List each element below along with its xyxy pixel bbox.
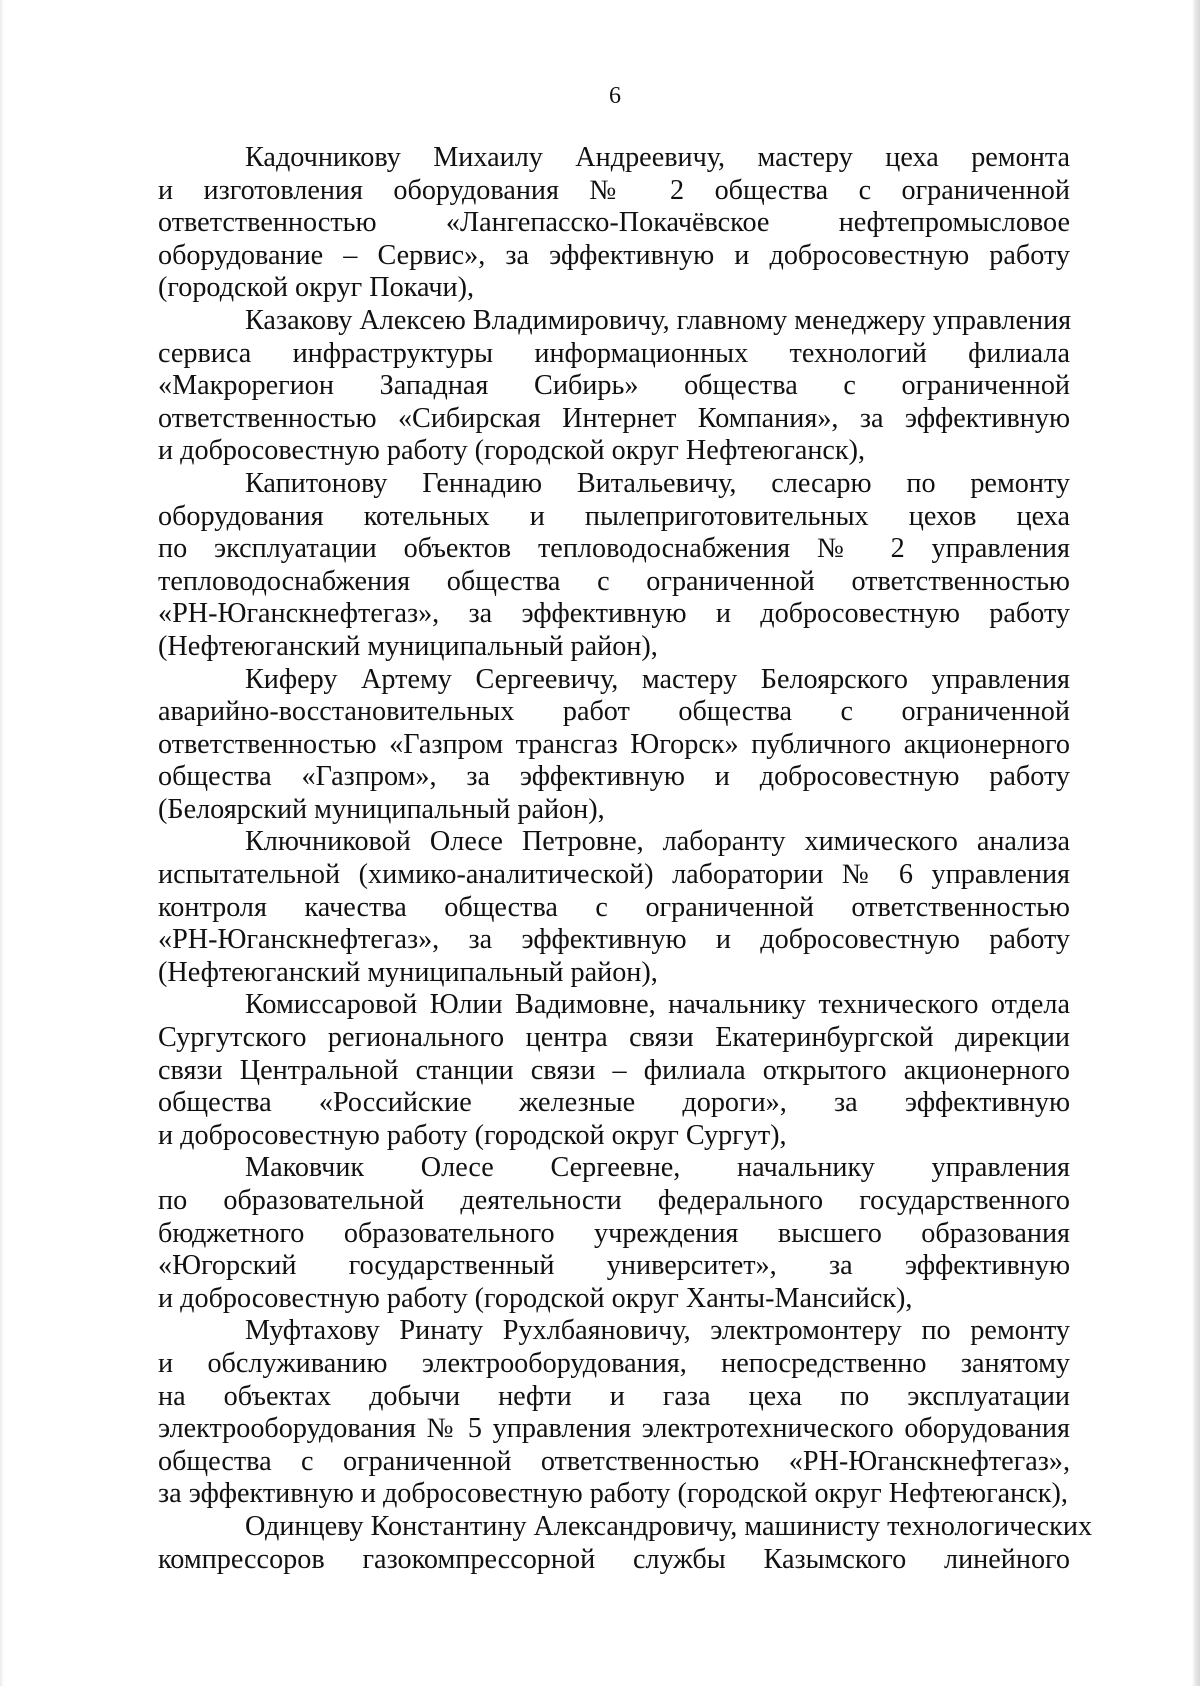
text-line: оборудование – Сервис», за эффективную и добросовестную работу <box>158 239 1070 271</box>
text-line: за эффективную и добросовестную работу (городской округ Нефтеюганск), <box>158 1478 1068 1510</box>
text-line: общества «Газпром», за эффективную и добросовестную работу <box>158 761 1070 793</box>
text-line: Одинцеву Константину Александровичу, машинисту технологических <box>245 1510 1093 1542</box>
text-line: «РН-Юганскнефтегаз», за эффективную и добросовестную работу <box>158 924 1070 956</box>
text-line: контроля качества общества с ограниченной ответственностью <box>158 891 1070 923</box>
text-line: (Нефтеюганский муниципальный район), <box>158 630 658 662</box>
award-paragraph <box>158 1315 1070 1511</box>
text-line: (Нефтеюганский муниципальный район), <box>158 956 658 988</box>
award-paragraph <box>158 305 1070 468</box>
text-line: (Белоярский муниципальный район), <box>158 793 605 825</box>
text-line: «Югорский государственный университет», за эффективную <box>158 1250 1070 1282</box>
text-line: бюджетного образовательного учреждения высшего образования <box>158 1217 1070 1249</box>
scan-right-edge <box>1192 0 1200 1686</box>
text-line: электрооборудования № 5 управления электротехнического оборудования <box>158 1413 1070 1445</box>
text-line: компрессоров газокомпрессорной службы Казымского линейного <box>158 1543 1070 1575</box>
text-line: Ключниковой Олесе Петровне, лаборанту химического анализа <box>245 826 1070 858</box>
text-line: Маковчик Олесе Сергеевне, начальнику управления <box>245 1152 1070 1184</box>
text-line: тепловодоснабжения общества с ограниченной ответственностью <box>158 565 1070 597</box>
scan-left-edge <box>0 0 4 1686</box>
text-line: и добросовестную работу (городской округ Ханты-Мансийск), <box>158 1282 913 1314</box>
text-line: ответственностью «Сибирская Интернет Компания», за эффективную <box>158 402 1070 434</box>
text-line: Киферу Артему Сергеевичу, мастеру Белоярского управления <box>245 663 1070 695</box>
award-paragraph <box>158 1152 1070 1315</box>
text-line: испытательной (химико-аналитической) лаборатории № 6 управления <box>158 859 1070 891</box>
text-line: Капитонову Геннадию Витальевичу, слесарю по ремонту <box>245 467 1070 499</box>
text-line: (городской округ Покачи), <box>158 272 475 304</box>
text-line: ответственностью «Лангепасско-Покачёвское нефтепромысловое <box>158 207 1070 239</box>
text-line: оборудования котельных и пылеприготовительных цехов цеха <box>158 500 1070 532</box>
text-line: аварийно-восстановительных работ общества с ограниченной <box>158 696 1070 728</box>
award-paragraph <box>158 1510 1093 1576</box>
award-paragraph <box>158 989 1070 1152</box>
text-line: общества с ограниченной ответственностью «РН-Юганскнефтегаз», <box>158 1445 1070 1477</box>
text-line: Комиссаровой Юлии Вадимовне, начальнику технического отдела <box>245 989 1070 1021</box>
text-line: общества «Российские железные дороги», за эффективную <box>158 1087 1070 1119</box>
text-line: и добросовестную работу (городской округ Нефтеюганск), <box>158 435 866 467</box>
text-line: по эксплуатации объектов тепловодоснабжения № 2 управления <box>158 533 1070 565</box>
text-line: «РН-Юганскнефтегаз», за эффективную и добросовестную работу <box>158 598 1070 630</box>
text-line: Кадочникову Михаилу Андреевичу, мастеру цеха ремонта <box>245 142 1070 173</box>
award-paragraph <box>158 826 1070 989</box>
text-line: Муфтахову Ринату Рухлбаяновичу, электромонтеру по ремонту <box>245 1315 1070 1347</box>
text-line: ответственностью «Газпром трансгаз Югорск» публичного акционерного <box>158 728 1070 760</box>
document-body <box>158 142 1093 1576</box>
award-paragraph <box>158 468 1070 664</box>
text-line: по образовательной деятельности федерального государственного <box>158 1185 1070 1216</box>
text-line: сервиса инфраструктуры информационных технологий филиала <box>158 337 1070 369</box>
text-line: и изготовления оборудования № 2 общества с ограниченной <box>158 174 1070 206</box>
text-line: Сургутского регионального центра связи Екатеринбургской дирекции <box>158 1022 1070 1054</box>
text-line: и обслуживанию электрооборудования, непосредственно занятому <box>158 1347 1070 1379</box>
text-line: на объектах добычи нефти и газа цеха по эксплуатации <box>158 1380 1070 1412</box>
text-line: Казакову Алексею Владимировичу, главному менеджеру управления <box>245 304 1072 336</box>
text-line: связи Центральной станции связи – филиала открытого акционерного <box>158 1054 1070 1086</box>
award-paragraph <box>158 664 1070 827</box>
page-number: 6 <box>609 83 621 109</box>
text-line: и добросовестную работу (городской округ Сургут), <box>158 1119 787 1151</box>
text-line: «Макрорегион Западная Сибирь» общества с ограниченной <box>158 370 1070 402</box>
award-paragraph <box>158 142 1070 305</box>
